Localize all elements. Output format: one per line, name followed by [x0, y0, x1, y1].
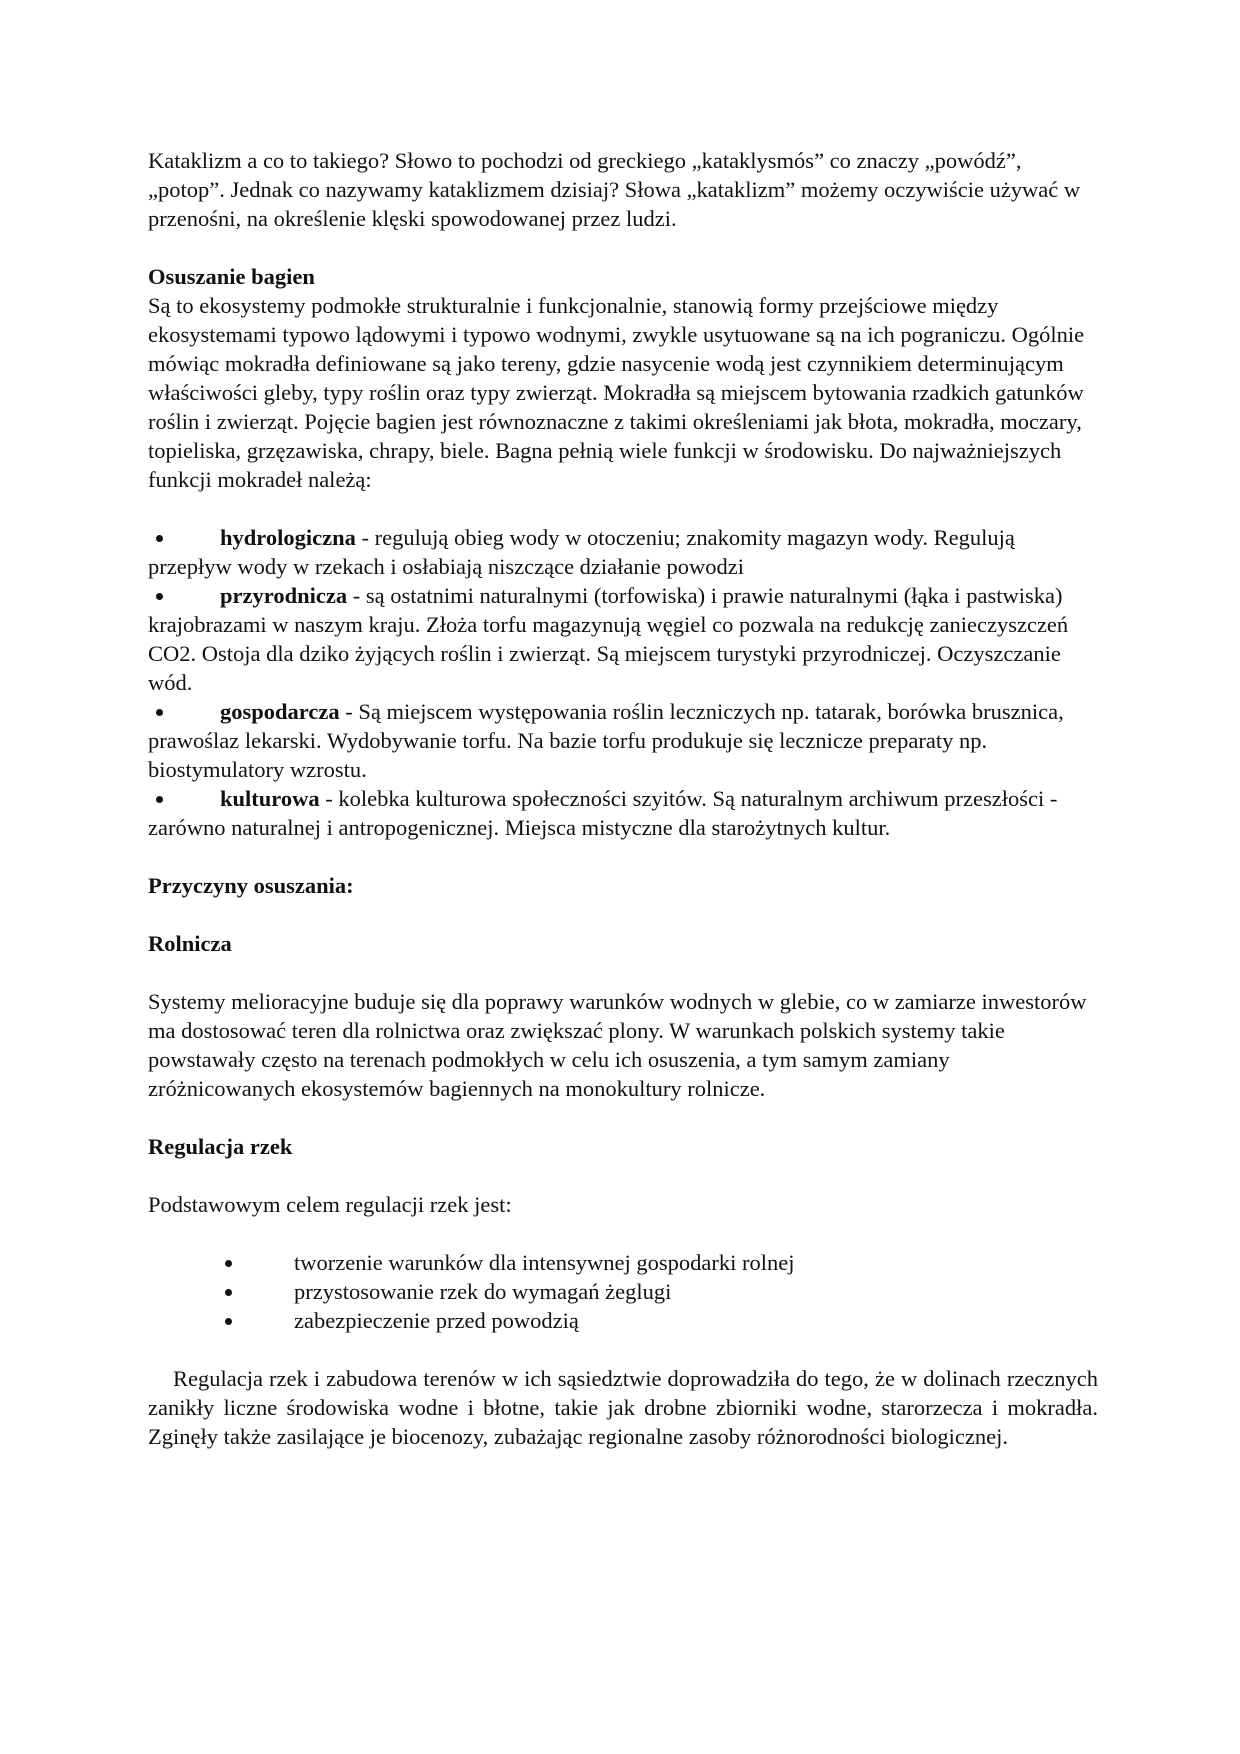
list-item — [148, 1248, 1098, 1277]
list-item — [148, 523, 1098, 581]
function-term: kulturowa — [220, 786, 320, 811]
bullet-icon — [225, 1289, 232, 1296]
bullet-icon — [225, 1318, 232, 1325]
regulacja-closing: Regulacja rzek i zabudowa terenów w ich sąsiedztwie doprowadziła do tego, że w dolinach rzecznych zanikły liczne środowiska wodne i błotne, takie jak drobne zbiorniki wodne, starorzecza i mokradła. Zginęły także zasilające je biocenozy, zubażając regionalne zasoby różnorodności biologicznej. — [148, 1366, 1098, 1449]
bullet-icon — [225, 1260, 232, 1267]
section-body-rolnicza: Systemy melioracyjne buduje się dla poprawy warunków wodnych w glebie, co w zamiarze inwestorów ma dostosować teren dla rolnictwa oraz zwiększać plony. W warunkach polskich systemy takie powstawały często na terenach podmokłych w celu ich osuszenia, a tym samym zamiany zróżnicowanych ekosystemów bagiennych na monokultury rolnicze. — [148, 989, 1087, 1101]
list-item — [148, 784, 1098, 842]
list-item — [148, 1306, 1098, 1335]
document-page — [148, 146, 1098, 1451]
list-item — [148, 1277, 1098, 1306]
function-desc: - są ostatnimi naturalnymi (torfowiska) i prawie naturalnymi (łąka i pastwiska) krajobrazami w naszym kraju. Złoża torfu magazynują węgiel co pozwala na redukcję zanieczyszczeń CO2. Ostoja dla dziko żyjących roślin i zwierząt. Są miejscem turystyki przyrodniczej. Oczyszczanie wód. — [148, 583, 1069, 695]
section-heading-osuszanie: Osuszanie bagien — [148, 264, 315, 289]
goal-text: tworzenie warunków dla intensywnej gospodarki rolnej — [294, 1250, 795, 1275]
bullet-icon — [156, 709, 163, 716]
causes-heading: Przyczyny osuszania: — [148, 873, 354, 898]
goal-text: zabezpieczenie przed powodzią — [294, 1308, 579, 1333]
list-item — [148, 697, 1098, 784]
function-desc: - Są miejscem występowania roślin leczniczych np. tatarak, borówka brusznica, prawoślaz lekarski. Wydobywanie torfu. Na bazie torfu produkuje się lecznicze preparaty np. biostymulatory wzrostu. — [148, 699, 1064, 782]
section-heading-regulacja: Regulacja rzek — [148, 1134, 293, 1159]
function-desc: - regulują obieg wody w otoczeniu; znakomity magazyn wody. Regulują przepływ wody w rzekach i osłabiają niszczące działanie powodzi — [148, 525, 1015, 579]
section-heading-rolnicza: Rolnicza — [148, 931, 232, 956]
intro-paragraph: Kataklizm a co to takiego? Słowo to pochodzi od greckiego „kataklysmós” co znaczy „powódź”, „potop”. Jednak co nazywamy kataklizmem dzisiaj? Słowa „kataklizm” możemy oczywiście używać w przenośni, na określenie klęski spowodowanej przez ludzi. — [148, 148, 1081, 231]
section-body-osuszanie: Są to ekosystemy podmokłe strukturalnie i funkcjonalnie, stanowią formy przejściowe między ekosystemami typowo lądowymi i typowo wodnymi, zwykle usytuowane są na ich pograniczu. Ogólnie mówiąc mokradła definiowane są jako tereny, gdzie nasycenie wodą jest czynnikiem determinującym właściwości gleby, typy roślin oraz typy zwierząt. Mokradła są miejscem bytowania rzadkich gatunków roślin i zwierząt. Pojęcie bagien jest równoznaczne z takimi określeniami jak błota, mokradła, moczary, topieliska, grzęzawiska, chrapy, biele. Bagna pełnią wiele funkcji w środowisku. Do najważniejszych funkcji mokradeł należą: — [148, 293, 1085, 492]
bullet-icon — [156, 535, 163, 542]
function-term: hydrologiczna — [220, 525, 356, 550]
regulation-goals-list — [148, 1248, 1098, 1335]
bullet-icon — [156, 796, 163, 803]
function-desc: - kolebka kulturowa społeczności szyitów. Są naturalnym archiwum przeszłości - zarówno naturalnej i antropogenicznej. Miejsca mistyczne dla starożytnych kultur. — [148, 786, 1058, 840]
goal-text: przystosowanie rzek do wymagań żeglugi — [294, 1279, 672, 1304]
functions-list — [148, 523, 1098, 842]
function-term: gospodarcza — [220, 699, 340, 724]
regulacja-lead: Podstawowym celem regulacji rzek jest: — [148, 1192, 512, 1217]
bullet-icon — [156, 593, 163, 600]
function-term: przyrodnicza — [220, 583, 348, 608]
list-item — [148, 581, 1098, 697]
